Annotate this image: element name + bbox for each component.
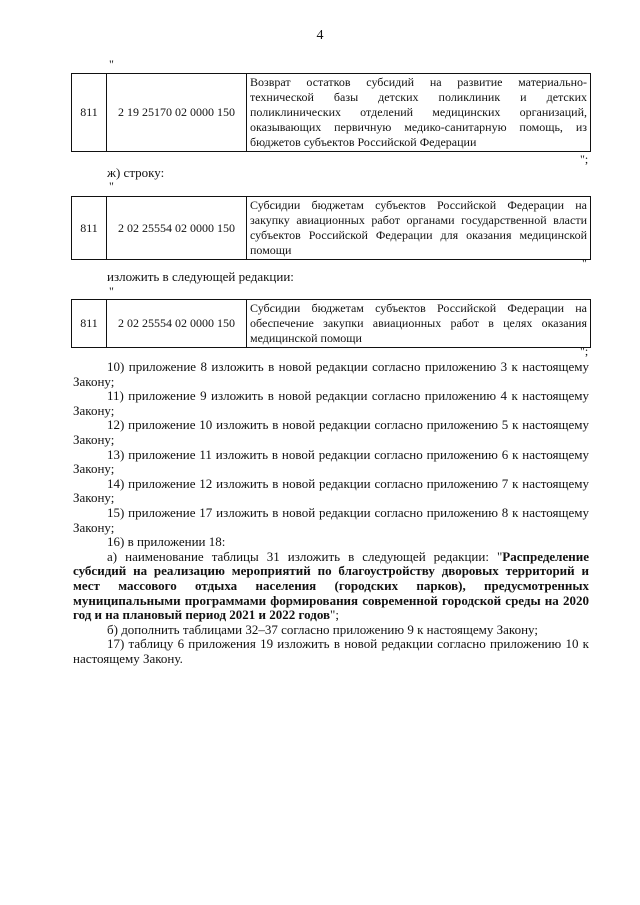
table-row [72, 74, 591, 152]
closing-quote: "; [580, 152, 589, 166]
opening-quote: " [109, 179, 114, 193]
closing-quote: " [582, 256, 587, 270]
description-cell: Возврат остатков субсидий на развитие материально-технической базы детских поликлиник и детских поликлинических отделений медицинских организаций, оказывающих первичную медико-санитарную помощь, из бюджетов субъектов Российской Федерации [247, 74, 591, 152]
admin-code-cell: 811 [72, 74, 107, 152]
kbk-code-cell: 2 02 25554 02 0000 150 [107, 300, 247, 348]
amendment-item: 14) приложение 12 изложить в новой редакции согласно приложению 7 к настоящему Закону; [73, 475, 589, 506]
amendment-item: 15) приложение 17 изложить в новой редакции согласно приложению 8 к настоящему Закону; [73, 504, 589, 535]
table-row [72, 300, 591, 348]
table-title-bold: Распределение субсидий на реализацию мероприятий по благоустройству дворовых территорий и мест массового отдыха населения (городских парков), предусмотренных муниципальными программами формирования современной городской среды на 2020 год и на плановый период 2021 и 2022 годов [73, 548, 589, 623]
kbk-code-cell: 2 19 25170 02 0000 150 [107, 74, 247, 152]
kbk-code-cell: 2 02 25554 02 0000 150 [107, 197, 247, 260]
admin-code-cell: 811 [72, 197, 107, 260]
amendment-item: 13) приложение 11 изложить в новой редакции согласно приложению 6 к настоящему Закону; [73, 446, 589, 477]
table-row [72, 197, 591, 260]
opening-quote: " [109, 57, 114, 71]
amendment-item: 12) приложение 10 изложить в новой редакции согласно приложению 5 к настоящему Закону; [73, 417, 589, 447]
description-cell: Субсидии бюджетам субъектов Российской Федерации на обеспечение закупки авиационных работ в целях оказания медицинской помощи [247, 300, 591, 348]
amendment-item: 17) таблицу 6 приложения 19 изложить в новой редакции согласно приложению 10 к настоящему Закону. [73, 636, 589, 666]
table-original-return-row [71, 73, 591, 152]
amendment-subitem-a: а) наименование таблицы 31 изложить в следующей редакции: "Распределение субсидий на реализацию мероприятий по благоустройству дворовых территорий и мест массового отдыха населения (городских парков), предусмотренных муниципальными программами формирования современной городской среды на 2020 год и на плановый период 2021 и 2022 годов"; [73, 548, 589, 623]
amendment-subitem-b: б) дополнить таблицами 32–37 согласно приложению 9 к настоящему Закону; [107, 621, 538, 637]
amendment-item: 10) приложение 8 изложить в новой редакции согласно приложению 3 к настоящему Закону; [73, 359, 589, 389]
amendment-list [73, 360, 589, 666]
closing-quote: "; [580, 344, 589, 358]
table-new-row [71, 299, 591, 348]
amendment-item: 16) в приложении 18: [107, 534, 226, 550]
subitem-zh-label: ж) строку: [107, 165, 165, 180]
opening-quote: " [109, 284, 114, 298]
table-old-row [71, 196, 591, 260]
amendment-item: 11) приложение 9 изложить в новой редакции согласно приложению 4 к настоящему Закону; [73, 388, 589, 418]
description-cell: Субсидии бюджетам субъектов Российской Федерации на закупку авиационных работ органами государственной власти субъектов Российской Федерации для оказания медицинской помощи [247, 197, 591, 260]
page-number: 4 [316, 28, 324, 43]
replace-instruction-label: изложить в следующей редакции: [107, 269, 294, 284]
admin-code-cell: 811 [72, 300, 107, 348]
